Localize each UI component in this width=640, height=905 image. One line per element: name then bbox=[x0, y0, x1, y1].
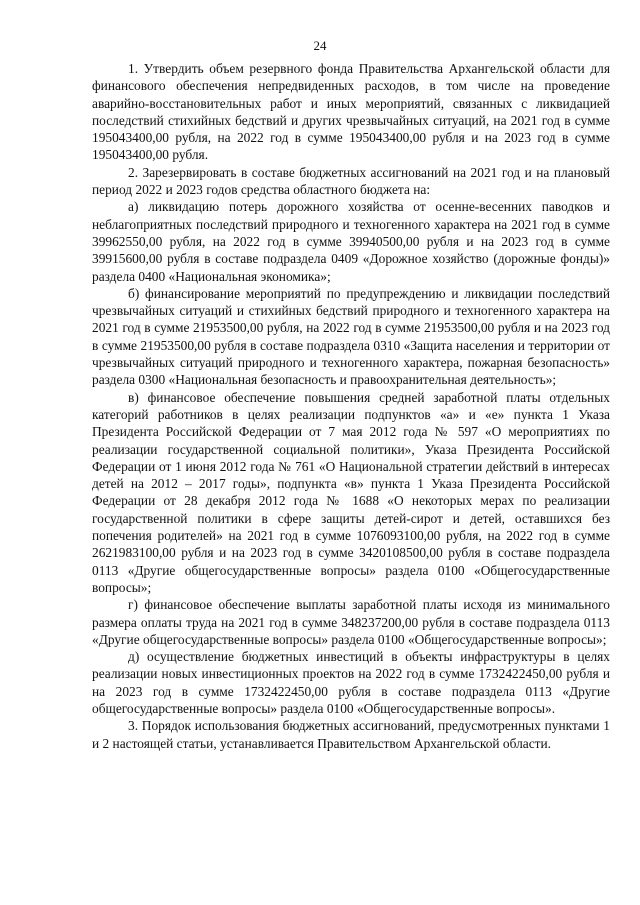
paragraph-1-reserve-fund: 1. Утвердить объем резервного фонда Правительства Архангельской области для финансового обеспечения непредвиденных расходов, в том числе на проведение аварийно-восстановительных работ и иных мероприятий, связанных с ликвидацией последствий стихийных бедствий и других чрезвычайных ситуаций, на 2021 год в сумме 195043400,00 рубля, на 2022 год в сумме 195043400,00 рубля и на 2023 год в сумме 195043400,00 рубля. bbox=[92, 61, 610, 163]
subparagraph-b-emergency-prevention: б) финансирование мероприятий по предупреждению и ликвидации последствий чрезвычайных ситуаций и стихийных бедствий природного и техногенного характера на 2021 год в сумме 21953500,00 рубля, на 2022 год в сумме 21953500,00 рубля и на 2023 год в сумме 21953500,00 рубля в составе подраздела 0310 «Защита населения и территории от чрезвычайных ситуаций природного и техногенного характера, пожарная безопасность» раздела 0300 «Национальная безопасность и правоохранительная деятельность»; bbox=[92, 285, 610, 388]
paragraph-2-reserve-allocations: 2. Зарезервировать в составе бюджетных ассигнований на 2021 год и на плановый период 2022 и 2023 годов средства областного бюджета на: bbox=[92, 164, 610, 198]
subparagraph-d-infrastructure-investment: д) осуществление бюджетных инвестиций в объекты инфраструктуры в целях реализации новых инвестиционных проектов на 2022 год в сумме 1732422450,00 рубля и на 2023 год в сумме 1732422450,00 рубля в составе подраздела 0113 «Другие общегосударственные вопросы» раздела 0100 «Общегосударственные вопросы». bbox=[92, 649, 610, 716]
subparagraph-g-minimum-wage: г) финансовое обеспечение выплаты заработной платы исходя из минимального размера оплаты труда на 2021 год в сумме 348237200,00 рубля в составе подраздела 0113 «Другие общегосударственные вопросы» раздела 0100 «Общегосударственные вопросы»; bbox=[92, 597, 610, 647]
paragraph-3-usage-procedure: 3. Порядок использования бюджетных ассигнований, предусмотренных пунктами 1 и 2 настоящей статьи, устанавливается Правительством Архангельской области. bbox=[92, 718, 610, 751]
document-body bbox=[92, 60, 610, 752]
subparagraph-a-road-losses: а) ликвидацию потерь дорожного хозяйства от осенне-весенних паводков и неблагоприятных последствий природного и техногенного характера на 2021 год в сумме 39962550,00 рубля, на 2022 год в сумме 39940500,00 рубля и на 2023 год в сумме 39915600,00 рубля в составе подраздела 0409 «Дорожное хозяйство (дорожные фонды)» раздела 0400 «Национальная экономика»; bbox=[92, 199, 610, 284]
page-number: 24 bbox=[313, 38, 327, 53]
subparagraph-v-salary-increase: в) финансовое обеспечение повышения средней заработной платы отдельных категорий работников в целях реализации подпунктов «а» и «е» пункта 1 Указа Президента Российской Федерации от 7 мая 2012 года № 597 «О мероприятиях по реализации государственной социальной политики», Указа Президента Российской Федерации от 1 июня 2012 года № 761 «О Национальной стратегии действий в интересах детей на 2012 – 2017 годы», подпункта «в» пункта 1 Указа Президента Российской Федерации от 28 декабря 2012 года № 1688 «О некоторых мерах по реализации государственной политики в сфере защиты детей-сирот и детей, оставшихся без попечения родителей» на 2021 год в сумме 1076093100,00 рубля, на 2022 год в сумме 2621983100,00 рубля и на 2023 год в сумме 3420108500,00 рубля в составе подраздела 0113 «Другие общегосударственные вопросы» раздела 0100 «Общегосударственные вопросы»; bbox=[92, 389, 610, 595]
